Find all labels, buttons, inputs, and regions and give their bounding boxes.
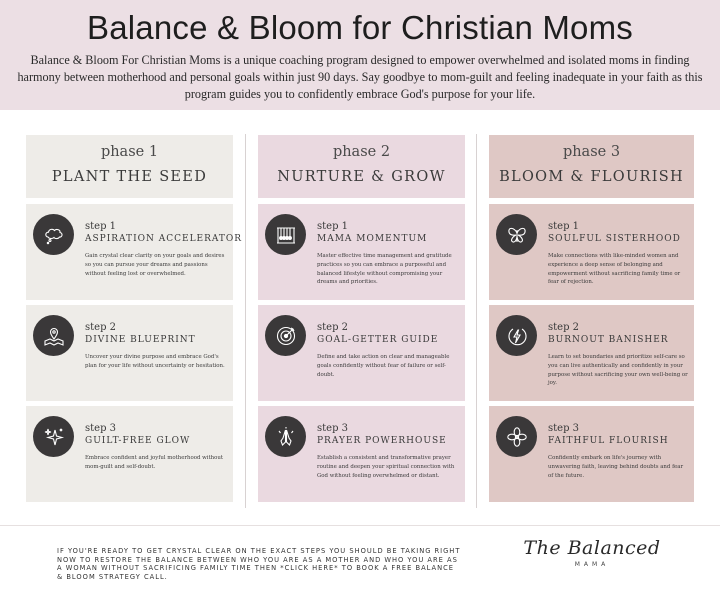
phase-3-name: BLOOM & FLOURISH bbox=[499, 169, 684, 185]
page-title: Balance & Bloom for Christian Moms bbox=[87, 9, 633, 46]
step-number: step 1 bbox=[85, 221, 117, 232]
phase-3-number: phase 3 bbox=[562, 144, 621, 160]
phase-2-step-2-card bbox=[258, 305, 465, 401]
map-pin-icon bbox=[33, 315, 74, 356]
phase-1-step-3-card bbox=[26, 406, 233, 502]
phase-1-header bbox=[26, 135, 233, 198]
step-description: Define and take action on clear and manageable goals confidently without fear of failure or self-doubt. bbox=[317, 354, 450, 378]
step-number: step 1 bbox=[317, 221, 349, 232]
flower-icon bbox=[496, 416, 537, 457]
phase-3-step-2-card bbox=[489, 305, 694, 401]
step-description: Confidently embark on life's journey with unwavering faith, leaving behind doubts and fear of the future. bbox=[548, 455, 684, 479]
thought-cloud-icon bbox=[33, 214, 74, 255]
step-number: step 2 bbox=[85, 322, 117, 333]
step-name: PRAYER POWERHOUSE bbox=[317, 436, 447, 446]
call-to-action-link[interactable]: IF YOU'RE READY TO GET CRYSTAL CLEAR ON THE EXACT STEPS YOU SHOULD BE TAKING RIGHT NOW TO RESTORE THE BALANCE BETWEEN WHO YOU ARE AS A MOTHER AND WHO YOU ARE AS A WOMAN WITHOUT SACRIFICING FAMILY TIME THEN *CLICK HERE* TO BOOK A FREE BALANCE & BLOOM STRATEGY CALL. bbox=[57, 547, 461, 581]
phase-2-step-3-card bbox=[258, 406, 465, 502]
step-description: Gain crystal clear clarity on your goals and desires so you can pursue your dreams and passions without feeling lost or overwhelmed. bbox=[85, 253, 225, 277]
step-number: step 1 bbox=[548, 221, 580, 232]
phase-1-name: PLANT THE SEED bbox=[51, 169, 208, 185]
logo-wordmark: The Balanced bbox=[523, 537, 661, 559]
step-description: Make connections with like-minded women and experience a deep sense of belonging and empowerment without sacrificing family time or fear of rejection. bbox=[548, 253, 681, 286]
step-description: Uncover your divine purpose and embrace God's plan for your life without uncertainty or hesitation. bbox=[85, 354, 225, 369]
phase-2-step-1-card bbox=[258, 204, 465, 300]
step-name: FAITHFUL FLOURISH bbox=[548, 436, 669, 446]
intro-paragraph: Balance & Bloom For Christian Moms is a unique coaching program designed to empower overwhelmed and isolated moms in finding harmony between motherhood and personal goals within just 90 days. Say goodbye to mom-guilt and feeling inadequate in your faith as this program guides you to confidently embrace God's purpose for your life. bbox=[17, 53, 703, 101]
phase-3-header bbox=[489, 135, 694, 198]
phase-1-step-2-card bbox=[26, 305, 233, 401]
step-name: BURNOUT BANISHER bbox=[548, 335, 669, 345]
step-number: step 3 bbox=[548, 423, 580, 434]
step-name: MAMA MOMENTUM bbox=[317, 234, 428, 244]
step-number: step 2 bbox=[548, 322, 580, 333]
column-divider-1 bbox=[245, 134, 246, 508]
sparkle-icon bbox=[33, 416, 74, 457]
column-divider-2 bbox=[476, 134, 477, 508]
footer-divider bbox=[0, 525, 720, 526]
step-description: Embrace confident and joyful motherhood without mom-guilt and self-doubt. bbox=[85, 455, 224, 470]
phase-2-number: phase 2 bbox=[332, 144, 391, 160]
step-description: Master effective time management and gratitude practices so you can embrace a purposeful and balanced lifestyle without compromising your dreams and priorities. bbox=[317, 253, 452, 286]
phase-1-step-1-card bbox=[26, 204, 243, 300]
step-name: ASPIRATION ACCELERATOR bbox=[85, 234, 243, 244]
step-description: Learn to set boundaries and prioritize self-care so you can live authentically and confidently in your purpose without sacrificing your own well-being or joy. bbox=[548, 354, 688, 387]
logo-subtitle: MAMA bbox=[574, 561, 610, 568]
target-icon bbox=[265, 315, 306, 356]
praying-hands-icon bbox=[265, 416, 306, 457]
step-name: GOAL-GETTER GUIDE bbox=[317, 335, 439, 345]
phase-2-name: NURTURE & GROW bbox=[277, 169, 446, 185]
phase-3-step-1-card bbox=[489, 204, 694, 300]
step-number: step 2 bbox=[317, 322, 349, 333]
step-number: step 3 bbox=[85, 423, 117, 434]
step-name: SOULFUL SISTERHOOD bbox=[548, 234, 681, 244]
header-banner bbox=[0, 0, 720, 110]
phase-3-step-3-card bbox=[489, 406, 694, 502]
phase-1-number: phase 1 bbox=[100, 144, 159, 160]
step-name: GUILT-FREE GLOW bbox=[85, 436, 191, 446]
butterfly-icon bbox=[496, 214, 537, 255]
step-number: step 3 bbox=[317, 423, 349, 434]
phase-2-header bbox=[258, 135, 465, 198]
step-name: DIVINE BLUEPRINT bbox=[85, 335, 196, 345]
newtons-cradle-icon bbox=[265, 214, 306, 255]
brand-logo bbox=[516, 537, 668, 585]
step-description: Establish a consistent and transformative prayer routine and deepen your spiritual connection with God without feeling overwhelmed or distant. bbox=[317, 455, 455, 479]
lightning-bolt-icon bbox=[496, 315, 537, 356]
